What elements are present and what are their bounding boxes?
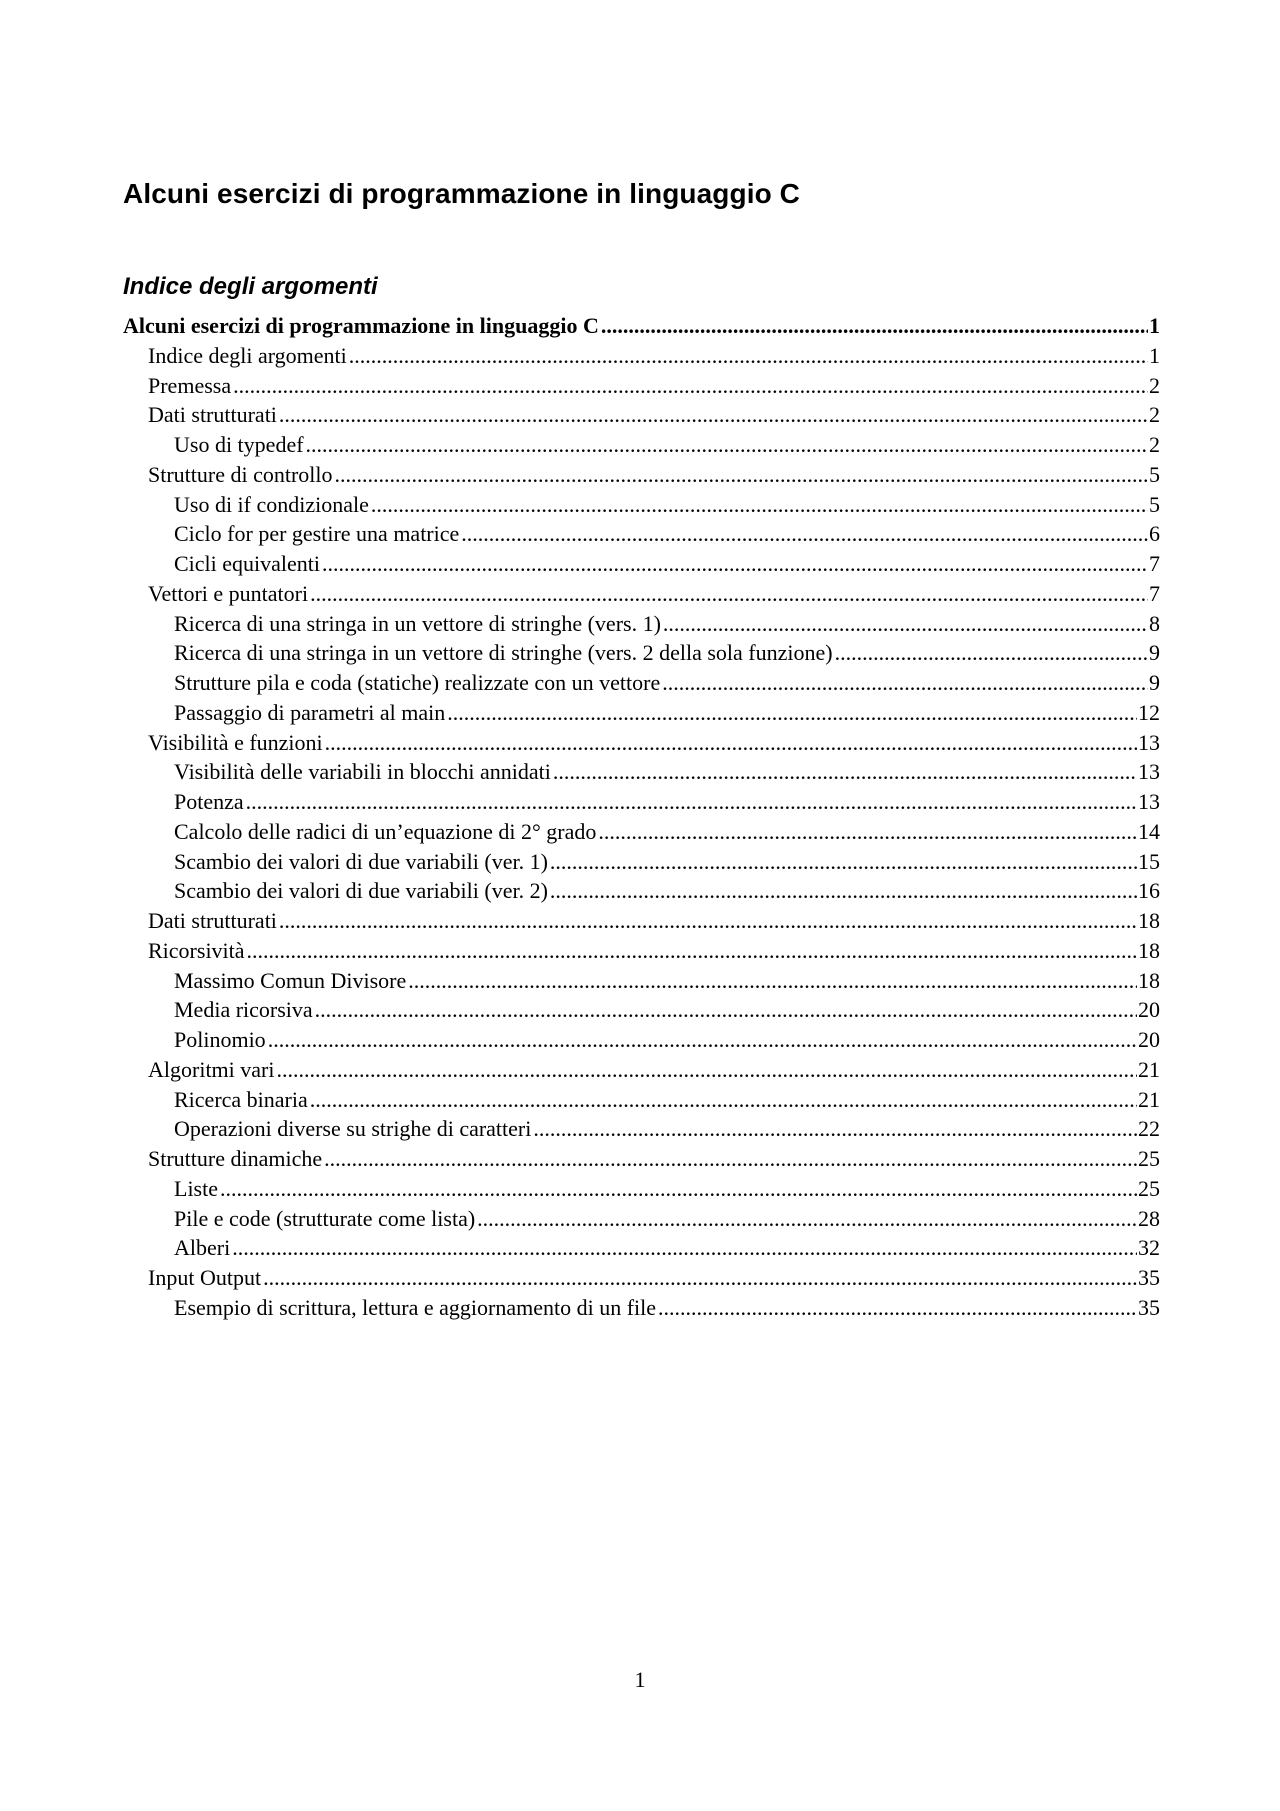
toc-entry[interactable] [123, 1233, 1160, 1263]
toc-dot-leader [322, 549, 1148, 579]
toc-dot-leader [232, 1233, 1137, 1263]
toc-entry-page: 18 [1138, 967, 1160, 993]
table-of-contents [123, 311, 1160, 1323]
toc-entry[interactable] [123, 847, 1160, 877]
toc-entry[interactable] [123, 371, 1160, 401]
toc-entry[interactable] [123, 876, 1160, 906]
toc-entry[interactable] [123, 1114, 1160, 1144]
toc-entry-page: 15 [1138, 848, 1160, 874]
toc-entry-title: Ricerca di una stringa in un vettore di stringhe (vers. 2 della sola funzione) [174, 640, 833, 666]
toc-entry[interactable] [123, 817, 1160, 847]
toc-entry-page: 18 [1138, 937, 1160, 963]
toc-entry[interactable] [123, 549, 1160, 579]
toc-entry[interactable] [123, 430, 1160, 460]
toc-dot-leader [268, 1025, 1137, 1055]
toc-entry-title: Algoritmi vari [148, 1056, 275, 1082]
toc-entry-title: Strutture dinamiche [148, 1146, 323, 1171]
toc-entry-title: Input Output [148, 1265, 262, 1290]
toc-dot-leader [349, 341, 1148, 371]
toc-entry[interactable] [123, 995, 1160, 1025]
toc-entry[interactable] [123, 1144, 1160, 1174]
toc-entry-title: Potenza [174, 789, 244, 814]
toc-entry-page: 32 [1138, 1235, 1160, 1261]
toc-entry[interactable] [123, 966, 1160, 996]
toc-entry-title: Polinomio [174, 1027, 266, 1052]
toc-entry[interactable] [123, 1293, 1160, 1323]
toc-entry-page: 13 [1138, 759, 1160, 785]
toc-entry-title: Alberi [174, 1235, 231, 1261]
toc-entry-page: 6 [1149, 521, 1160, 547]
toc-entry[interactable] [123, 400, 1160, 430]
toc-dot-leader [550, 876, 1137, 906]
toc-dot-leader [598, 817, 1137, 847]
toc-entry[interactable] [123, 728, 1160, 758]
toc-entry-page: 5 [1149, 461, 1160, 487]
toc-dot-leader [663, 609, 1148, 639]
toc-entry[interactable] [123, 1263, 1160, 1293]
toc-dot-leader [233, 371, 1148, 401]
toc-entry-title: Premessa [148, 372, 232, 398]
toc-dot-leader [533, 1114, 1137, 1144]
toc-dot-leader [335, 460, 1148, 490]
toc-entry-page: 12 [1138, 699, 1160, 725]
toc-entry-title: Cicli equivalenti [174, 551, 321, 576]
toc-dot-leader [324, 1144, 1137, 1174]
toc-entry-page: 16 [1138, 878, 1160, 904]
toc-dot-leader [550, 847, 1137, 877]
toc-entry-title: Alcuni esercizi di programmazione in linguaggio C [123, 313, 599, 338]
toc-entry-page: 7 [1149, 580, 1160, 606]
toc-entry-title: Liste [174, 1175, 218, 1201]
toc-entry[interactable] [123, 757, 1160, 787]
toc-dot-leader [658, 1293, 1137, 1323]
toc-dot-leader [461, 519, 1148, 549]
toc-entry[interactable] [123, 936, 1160, 966]
toc-entry-title: Vettori e puntatori [148, 580, 309, 606]
toc-dot-leader [279, 400, 1148, 430]
toc-entry[interactable] [123, 906, 1160, 936]
toc-entry[interactable] [123, 698, 1160, 728]
toc-entry-title: Dati strutturati [148, 908, 277, 933]
toc-entry-page: 20 [1138, 1027, 1160, 1052]
toc-entry-page: 1 [1149, 342, 1160, 368]
toc-entry-title: Operazioni diverse su strighe di caratteri [174, 1116, 532, 1142]
toc-dot-leader [371, 490, 1148, 520]
page-title: Alcuni esercizi di programmazione in linguaggio C [123, 178, 800, 209]
toc-dot-leader [310, 1085, 1137, 1115]
toc-entry-title: Scambio dei valori di due variabili (ver. 1) [174, 848, 548, 874]
toc-entry[interactable] [123, 490, 1160, 520]
toc-entry-page: 14 [1138, 818, 1160, 844]
toc-entry-title: Indice degli argomenti [148, 342, 347, 368]
toc-dot-leader [310, 579, 1148, 609]
toc-entry-page: 28 [1138, 1205, 1160, 1231]
toc-entry-title: Uso di if condizionale [174, 491, 369, 517]
toc-entry-page: 2 [1149, 432, 1160, 457]
toc-dot-leader [553, 757, 1137, 787]
toc-entry-page: 25 [1138, 1146, 1160, 1171]
toc-entry[interactable] [123, 1025, 1160, 1055]
toc-entry-title: Visibilità delle variabili in blocchi annidati [174, 759, 551, 785]
toc-entry[interactable] [123, 519, 1160, 549]
toc-entry[interactable] [123, 638, 1160, 668]
toc-entry-title: Media ricorsiva [174, 997, 313, 1023]
toc-entry-page: 5 [1149, 491, 1160, 517]
toc-entry-title: Strutture di controllo [148, 461, 333, 487]
toc-dot-leader [835, 638, 1148, 668]
toc-entry-title: Massimo Comun Divisore [174, 967, 407, 993]
toc-dot-leader [246, 787, 1137, 817]
toc-entry[interactable] [123, 311, 1160, 341]
toc-entry-title: Ricerca di una stringa in un vettore di stringhe (vers. 1) [174, 610, 661, 636]
toc-entry-page: 13 [1138, 789, 1160, 814]
toc-entry-title: Esempio di scrittura, lettura e aggiornamento di un file [174, 1294, 657, 1320]
toc-dot-leader [315, 995, 1137, 1025]
toc-dot-leader [662, 668, 1148, 698]
toc-entry[interactable] [123, 460, 1160, 490]
toc-entry-page: 2 [1149, 402, 1160, 428]
toc-entry-title: Uso di typedef [174, 432, 304, 457]
toc-entry[interactable] [123, 787, 1160, 817]
toc-entry-title: Strutture pila e coda (statiche) realizzate con un vettore [174, 670, 661, 695]
toc-dot-leader [477, 1204, 1137, 1234]
toc-entry-page: 35 [1138, 1265, 1160, 1290]
toc-dot-leader [408, 966, 1137, 996]
toc-entry-title: Calcolo delle radici di un’equazione di 2° grado [174, 818, 597, 844]
toc-entry-title: Visibilità e funzioni [148, 729, 323, 755]
toc-heading: Indice degli argomenti [123, 273, 378, 300]
toc-dot-leader [263, 1263, 1137, 1293]
toc-entry[interactable] [123, 609, 1160, 639]
toc-entry-page: 13 [1138, 729, 1160, 755]
toc-entry[interactable] [123, 1055, 1160, 1085]
toc-entry-page: 7 [1149, 551, 1160, 576]
toc-entry-title: Ciclo for per gestire una matrice [174, 521, 460, 547]
toc-dot-leader [220, 1174, 1137, 1204]
toc-dot-leader [247, 936, 1137, 966]
toc-dot-leader [447, 698, 1137, 728]
toc-entry-page: 22 [1138, 1116, 1160, 1142]
toc-entry[interactable] [123, 341, 1160, 371]
toc-dot-leader [279, 906, 1137, 936]
toc-entry-page: 25 [1138, 1175, 1160, 1201]
toc-entry[interactable] [123, 668, 1160, 698]
toc-dot-leader [276, 1055, 1137, 1085]
toc-entry[interactable] [123, 1085, 1160, 1115]
toc-entry-page: 20 [1138, 997, 1160, 1023]
toc-entry-page: 18 [1138, 908, 1160, 933]
toc-entry-title: Pile e code (strutturate come lista) [174, 1205, 476, 1231]
toc-entry-page: 21 [1138, 1086, 1160, 1112]
toc-entry-page: 21 [1138, 1056, 1160, 1082]
toc-entry-title: Ricorsività [148, 937, 245, 963]
toc-entry-title: Passaggio di parametri al main [174, 699, 446, 725]
toc-dot-leader [601, 311, 1148, 341]
toc-entry-page: 2 [1149, 372, 1160, 398]
toc-entry-page: 8 [1149, 610, 1160, 636]
toc-entry-page: 9 [1149, 670, 1160, 695]
page-number: 1 [634, 1667, 646, 1692]
toc-entry[interactable] [123, 1204, 1160, 1234]
toc-dot-leader [306, 430, 1148, 460]
toc-entry[interactable] [123, 579, 1160, 609]
toc-dot-leader [325, 728, 1137, 758]
toc-entry-title: Dati strutturati [148, 402, 277, 428]
toc-entry-page: 9 [1149, 640, 1160, 666]
toc-entry-title: Scambio dei valori di due variabili (ver. 2) [174, 878, 548, 904]
toc-entry-title: Ricerca binaria [174, 1086, 308, 1112]
toc-entry-page: 35 [1138, 1294, 1160, 1320]
toc-entry[interactable] [123, 1174, 1160, 1204]
toc-entry-page: 1 [1149, 313, 1160, 338]
